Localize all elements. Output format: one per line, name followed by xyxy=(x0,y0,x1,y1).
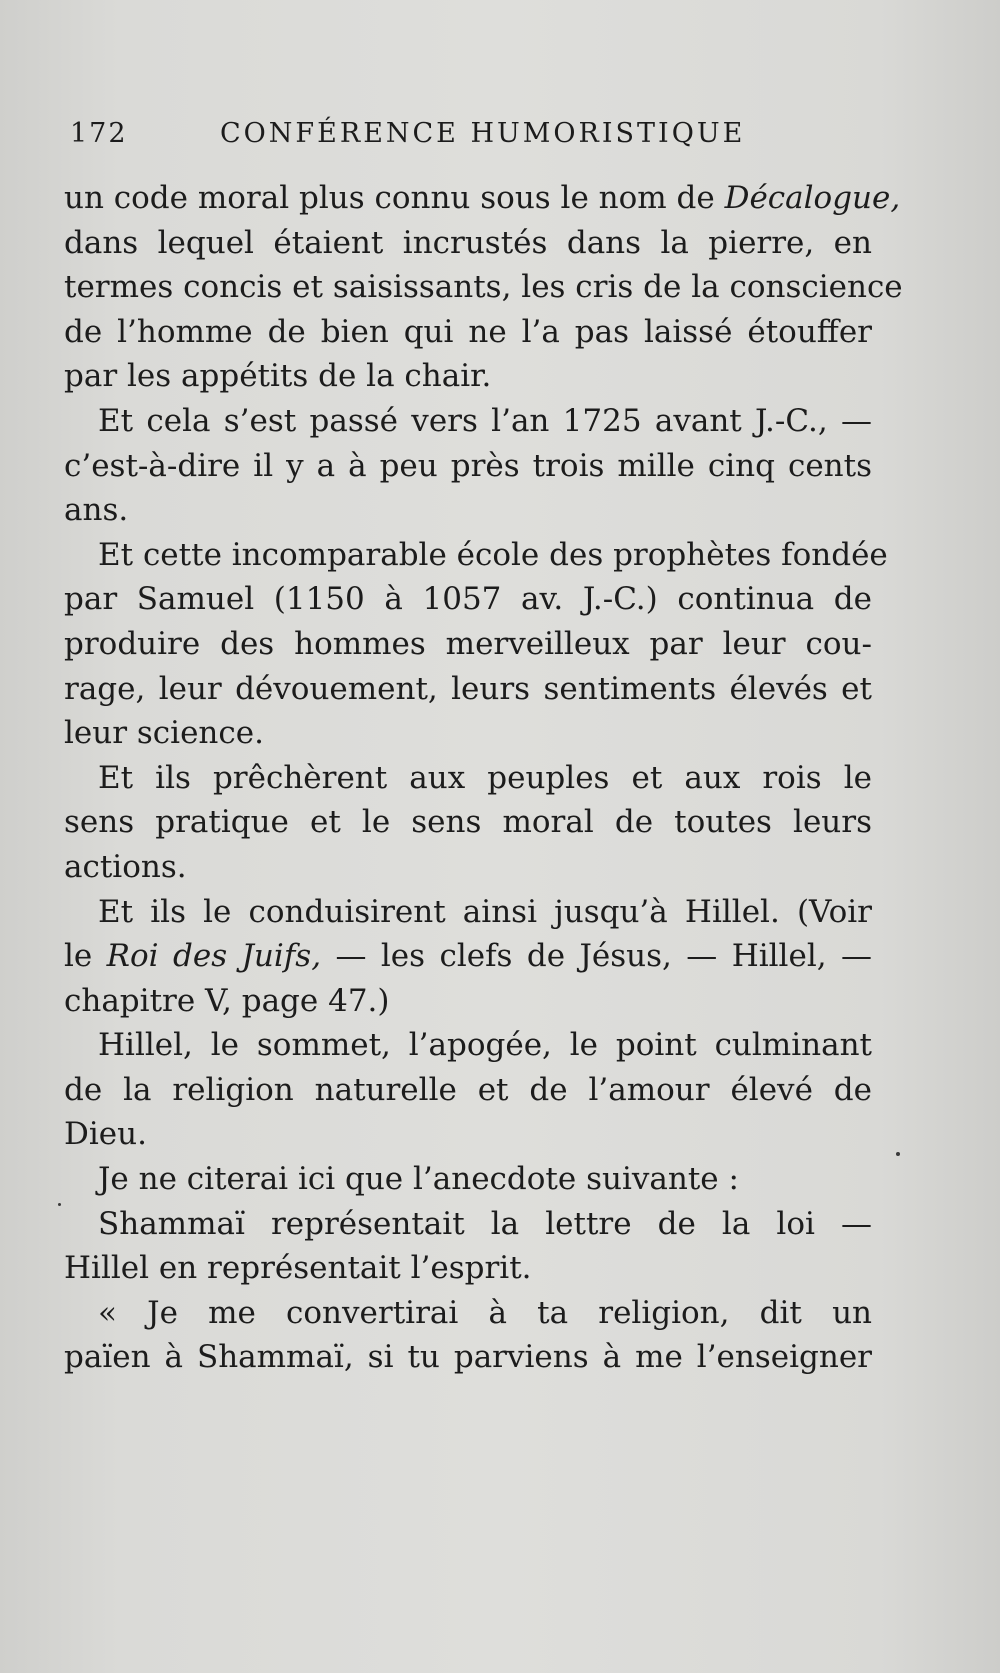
text-line: le Roi des Juifs, — les clefs de Jésus, — Hillel, — xyxy=(64,938,872,975)
text-line: termes concis et saisissants, les cris de la conscience xyxy=(64,269,903,306)
page-header xyxy=(70,118,930,158)
text-line: « Je me convertirai à ta religion, dit un xyxy=(98,1294,872,1331)
text-line: Et cette incomparable école des prophètes fondée xyxy=(98,536,888,573)
text-line: dans lequel étaient incrustés dans la pierre, en xyxy=(64,224,872,261)
text-line: Hillel en représentait l’esprit. xyxy=(64,1250,532,1287)
text-line: c’est-à-dire il y a à peu près trois mille cinq cents xyxy=(64,447,872,484)
text-line: Je ne citerai ici que l’anecdote suivante : xyxy=(98,1161,739,1198)
paper-speck xyxy=(58,1203,61,1206)
text-line: païen à Shammaï, si tu parviens à me l’enseigner xyxy=(64,1339,872,1376)
text-line: Et ils prêchèrent aux peuples et aux rois le xyxy=(98,759,872,796)
body-text xyxy=(64,176,903,1380)
page-number: 172 xyxy=(70,118,128,149)
paragraph-prophets xyxy=(64,533,888,756)
paragraph-pagan-quote xyxy=(64,1291,872,1380)
text-line: par les appétits de la chair. xyxy=(64,358,492,395)
text-line: de la religion naturelle et de l’amour élevé de xyxy=(64,1071,872,1108)
paper-speck xyxy=(896,1152,900,1156)
text-line: un code moral plus connu sous le nom de Décalogue, xyxy=(64,180,901,216)
italic-decalogue: Décalogue, xyxy=(724,180,901,216)
text-line: actions. xyxy=(64,848,187,885)
paragraph-decalogue xyxy=(64,176,903,399)
text-line: leur science. xyxy=(64,715,264,752)
text-line: Et cela s’est passé vers l’an 1725 avant J.-C., — xyxy=(98,402,872,439)
text-line: de l’homme de bien qui ne l’a pas laissé étouffer xyxy=(64,313,872,350)
paragraph-hillel-summit xyxy=(64,1023,872,1157)
text-line: Et ils le conduisirent ainsi jusqu’à Hillel. (Voir xyxy=(98,893,872,930)
text-line: sens pratique et le sens moral de toutes leurs xyxy=(64,804,872,841)
italic-book-title: Roi des Juifs, xyxy=(106,938,322,975)
text-line: Shammaï représentait la lettre de la loi — xyxy=(98,1205,872,1242)
text-line: Dieu. xyxy=(64,1116,147,1153)
paragraph-anecdote-intro xyxy=(64,1157,872,1202)
paragraph-date xyxy=(64,399,872,533)
paragraph-hillel-reference xyxy=(64,890,872,1024)
text-line: chapitre V, page 47.) xyxy=(64,982,390,1019)
paragraph-preached xyxy=(64,756,872,890)
text-line: par Samuel (1150 à 1057 av. J.-C.) continua de xyxy=(64,581,872,618)
text-line: Hillel, le sommet, l’apogée, le point culminant xyxy=(98,1027,872,1064)
text-line: rage, leur dévouement, leurs sentiments élevés et xyxy=(64,670,872,707)
text-line: ans. xyxy=(64,492,129,529)
paragraph-shammai xyxy=(64,1202,872,1291)
text-line: produire des hommes merveilleux par leur cou- xyxy=(64,625,872,662)
running-title: CONFÉRENCE HUMORISTIQUE xyxy=(220,118,746,149)
